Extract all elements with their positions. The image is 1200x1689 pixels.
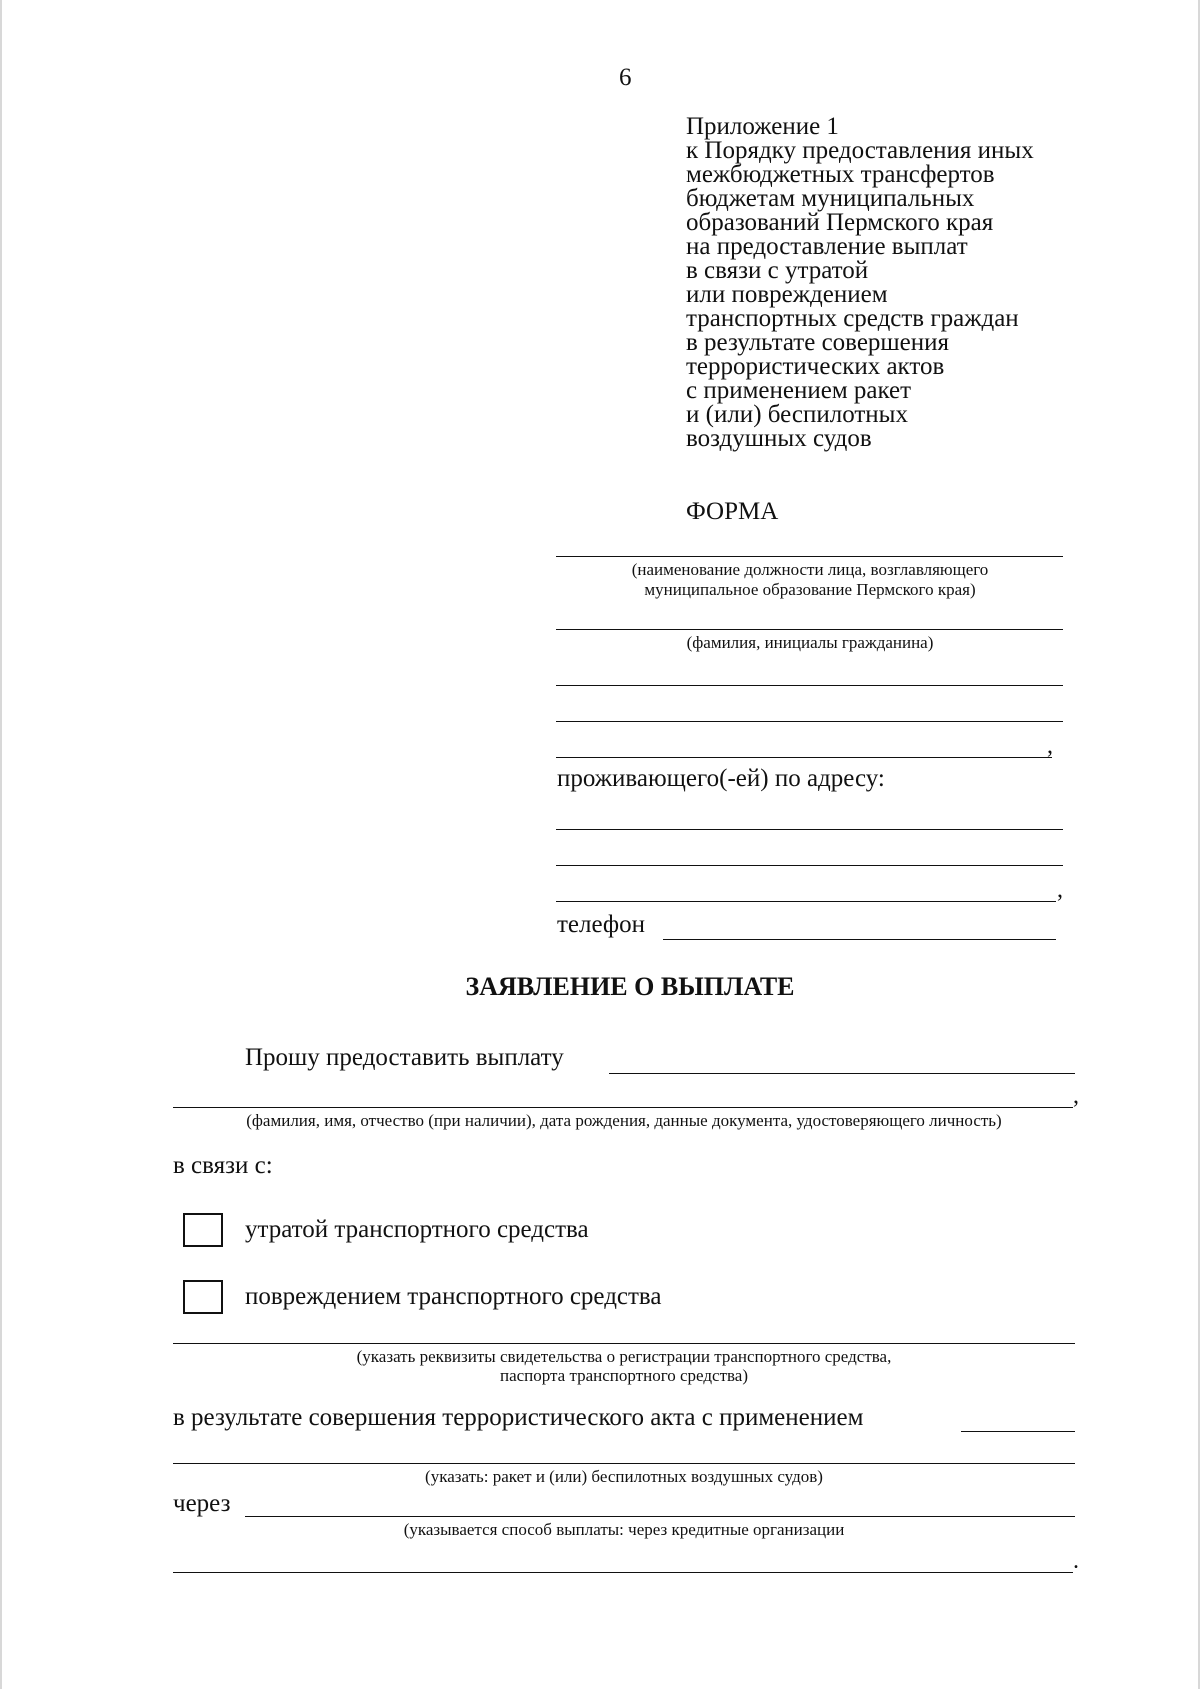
via-label: через (173, 1490, 231, 1517)
appendix-line: на предоставление выплат (686, 233, 968, 260)
blank-field[interactable] (556, 685, 1063, 686)
appendix-line: транспортных средств граждан (686, 305, 1019, 332)
period: . (1073, 1548, 1079, 1574)
address-field[interactable] (556, 901, 1056, 902)
citizen-name-field[interactable] (556, 629, 1063, 630)
weapon-field[interactable] (961, 1431, 1075, 1432)
phone-field[interactable] (663, 939, 1056, 940)
document-title: ЗАЯВЛЕНИЕ О ВЫПЛАТЕ (465, 972, 795, 1001)
appendix-line: воздушных судов (686, 425, 872, 452)
appendix-line: и (или) беспилотных (686, 401, 908, 428)
address-field[interactable] (556, 829, 1063, 830)
reason-label: в связи с: (173, 1152, 273, 1179)
payment-method-field-2[interactable] (173, 1572, 1073, 1573)
weapon-field-2[interactable] (173, 1463, 1075, 1464)
loss-checkbox[interactable] (183, 1213, 223, 1247)
payment-hint: (указывается способ выплаты: через кредитные организации (403, 1520, 845, 1539)
appendix-line: или повреждением (686, 281, 888, 308)
appendix-line: с применением ракет (686, 377, 912, 404)
damage-option-label: повреждением транспортного средства (245, 1283, 662, 1310)
page-number: 6 (619, 64, 632, 91)
vehicle-hint-line1: (указать реквизиты свидетельства о регистрации транспортного средства, (356, 1347, 892, 1366)
appendix-line: образований Пермского края (686, 209, 994, 236)
vehicle-hint-line2: паспорта транспортного средства) (499, 1366, 749, 1385)
weapon-hint: (указать: ракет и (или) беспилотных воздушных судов) (425, 1467, 823, 1486)
request-text: Прошу предоставить выплату (245, 1044, 564, 1071)
address-label: проживающего(-ей) по адресу: (557, 765, 885, 792)
phone-label: телефон (557, 911, 645, 938)
scan-edge-left (0, 0, 2, 1689)
appendix-header (686, 115, 1034, 451)
address-field[interactable] (556, 865, 1063, 866)
official-name-field[interactable] (556, 556, 1063, 557)
comma: , (1047, 733, 1053, 759)
appendix-line: межбюджетных трансфертов (686, 161, 995, 188)
appendix-line: к Порядку предоставления иных (686, 137, 1034, 164)
vehicle-details-field[interactable] (173, 1343, 1075, 1344)
official-hint-line1: (наименование должности лица, возглавляющего (631, 560, 989, 579)
comma: , (1057, 877, 1063, 903)
citizen-hint: (фамилия, инициалы гражданина) (686, 633, 934, 652)
form-label: ФОРМА (686, 498, 779, 525)
official-hint-line2: муниципальное образование Пермского края) (644, 580, 976, 599)
request-field[interactable] (609, 1073, 1075, 1074)
person-hint: (фамилия, имя, отчество (при наличии), дата рождения, данные документа, удостоверяющего личность) (246, 1111, 1002, 1130)
damage-checkbox[interactable] (183, 1280, 223, 1314)
appendix-line: бюджетам муниципальных (686, 185, 975, 212)
appendix-line: Приложение 1 (686, 113, 839, 140)
person-field[interactable] (173, 1107, 1073, 1108)
appendix-line: в связи с утратой (686, 257, 869, 284)
payment-method-field[interactable] (245, 1516, 1075, 1517)
appendix-line: террористических актов (686, 353, 945, 380)
appendix-line: в результате совершения (686, 329, 950, 356)
blank-field[interactable] (556, 721, 1063, 722)
comma: , (1073, 1083, 1079, 1109)
terror-text: в результате совершения террористического акта с применением (173, 1404, 864, 1431)
loss-option-label: утратой транспортного средства (245, 1216, 589, 1243)
blank-field[interactable] (556, 757, 1052, 758)
